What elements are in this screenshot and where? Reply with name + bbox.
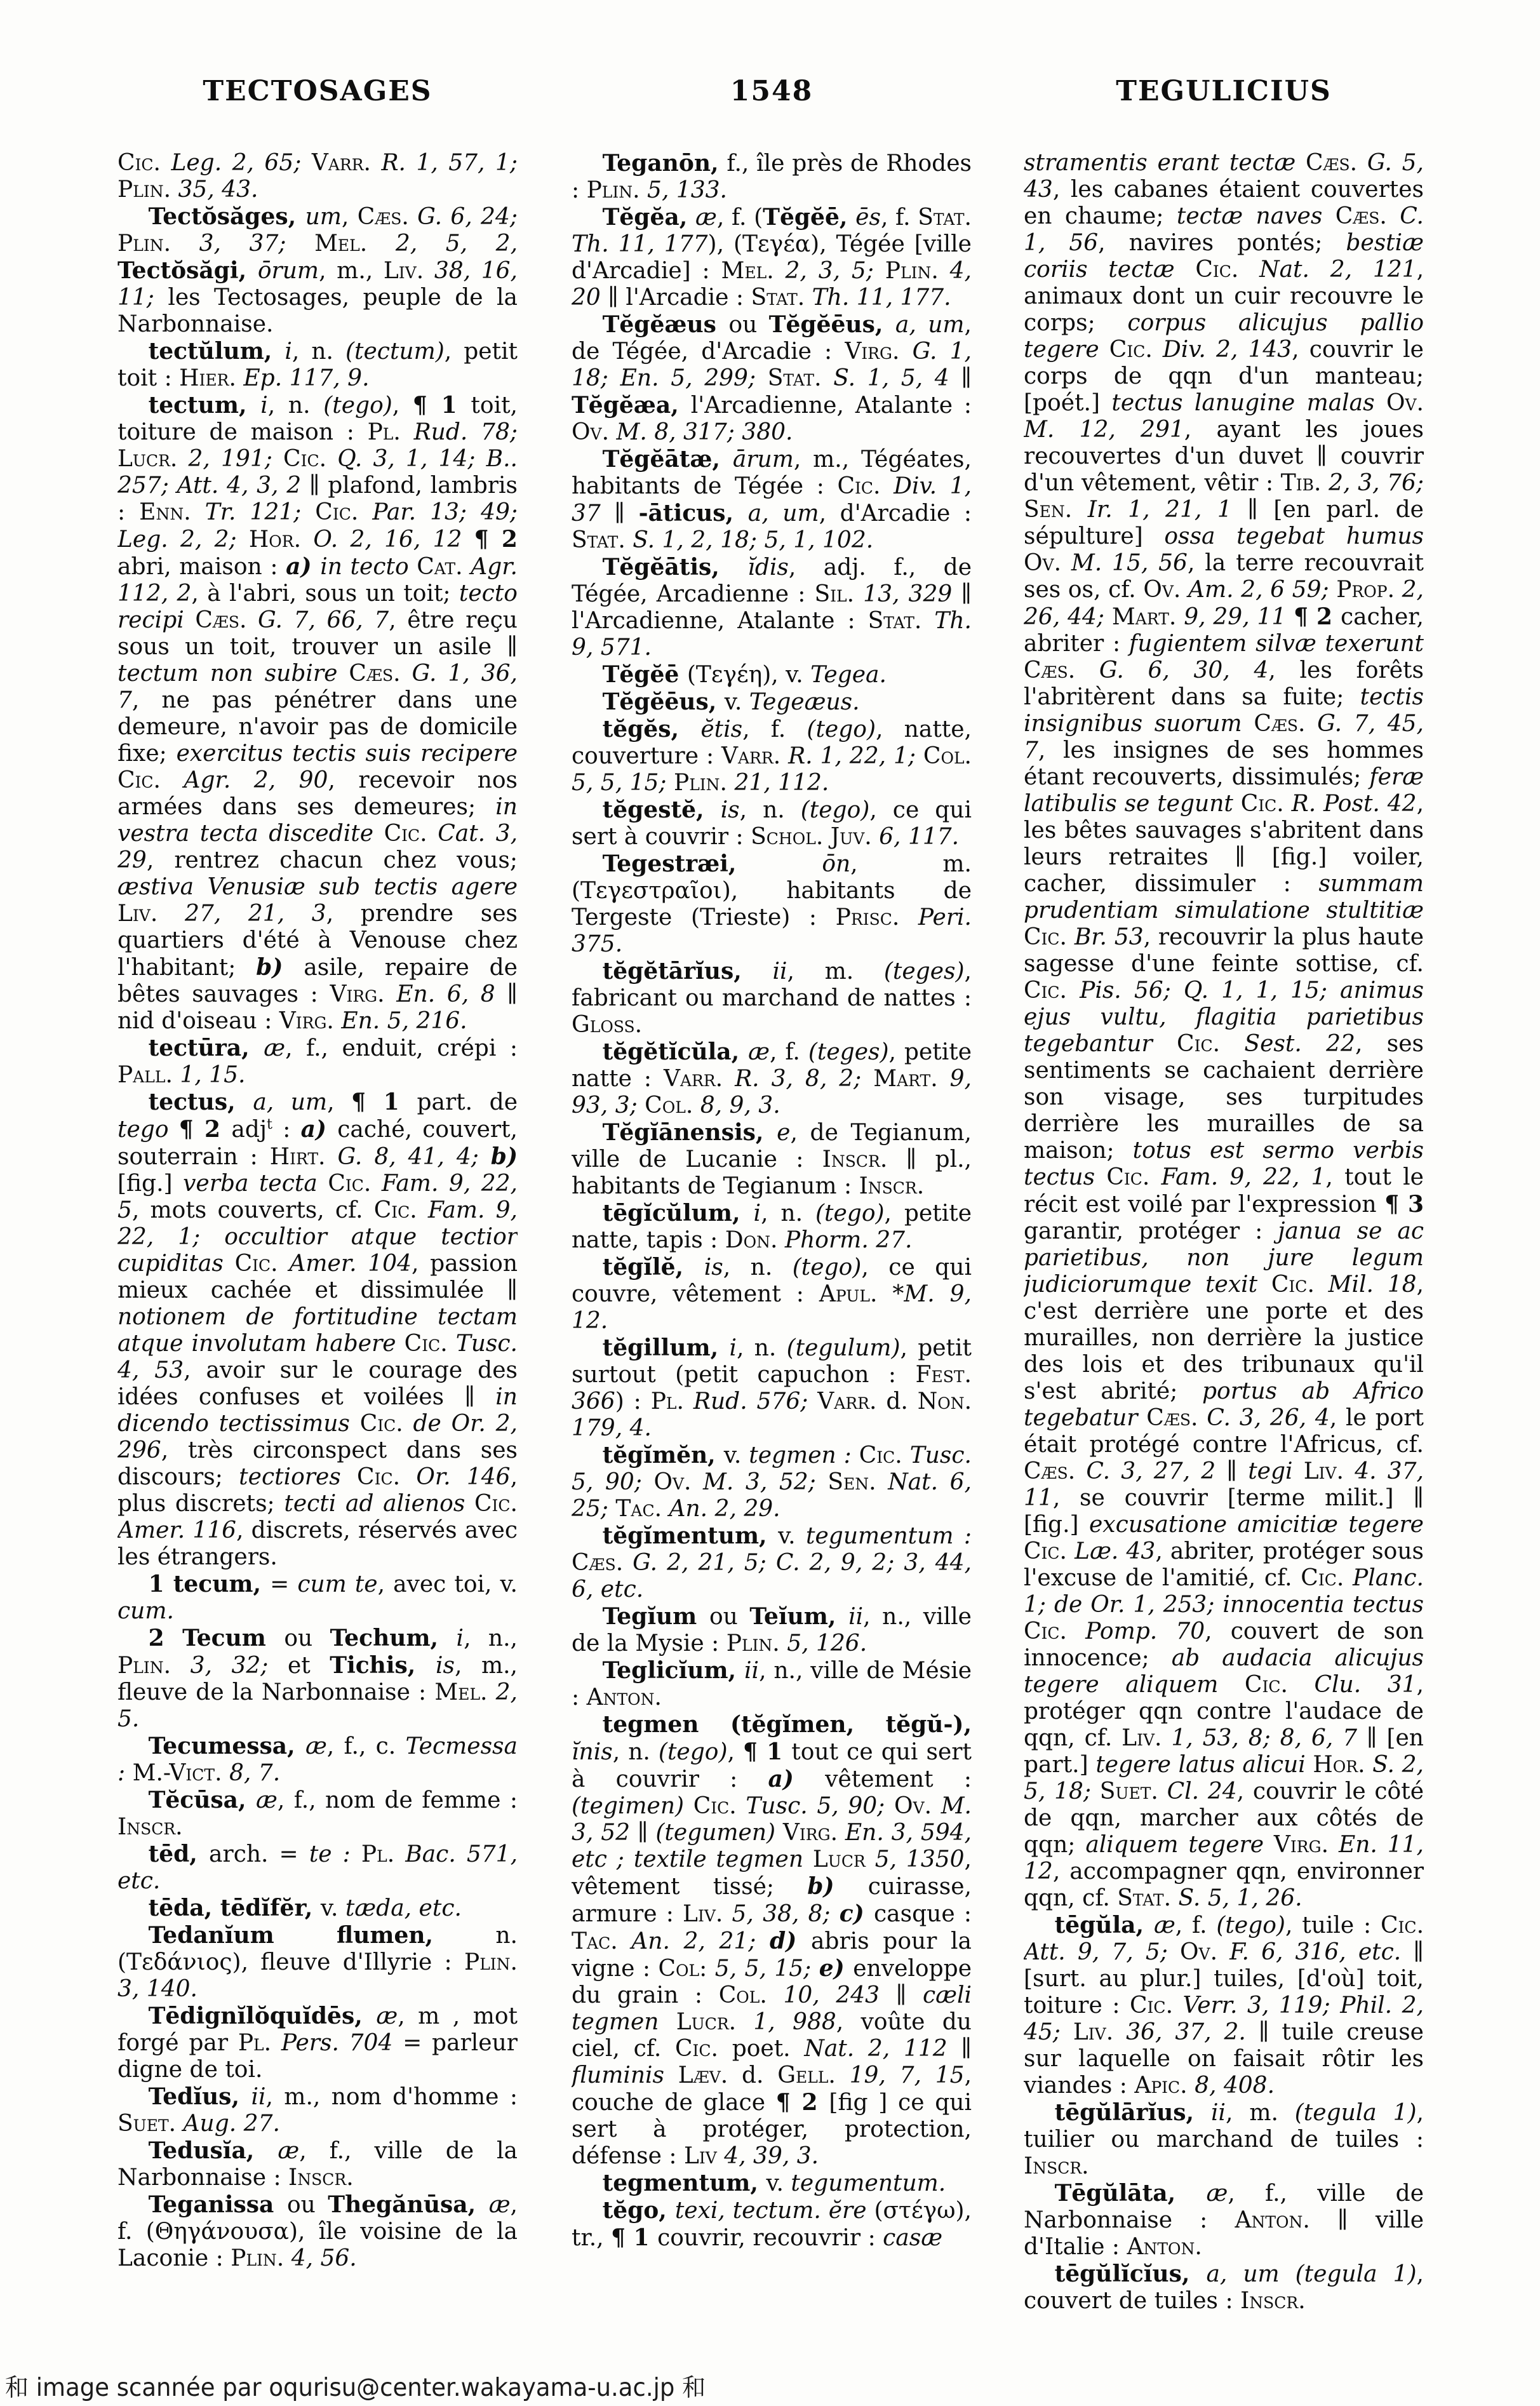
- running-head: [117, 75, 1426, 107]
- dictionary-entry: tēda, tēdĭfĕr, v. tæda, etc.: [148, 1895, 462, 1921]
- dictionary-entry: tĕgestĕ, is, n. (tego), ce qui sert à couvrir : Schol. Juv. 6, 117.: [572, 796, 972, 850]
- dictionary-entry: 1 tecum, = cum te, avec toi, v. cum.: [117, 1571, 518, 1624]
- dictionary-entry: tectūra, æ, f., enduit, crépi : Pall. 1, 15.: [117, 1035, 518, 1088]
- dictionary-entry: Tĕgĕa, æ, f. (Tĕgĕē, ēs, f. Stat. Th. 11, 177), (Τεγέα), Tégée [ville d'Arcadie] : Mel. 2, 3, 5; Plin. 4, 20 ∥ l'Arcadie : Stat. Th. 11, 177.: [572, 204, 972, 311]
- dictionary-entry: tĕgĭmentum, v. tegumentum : Cæs. G. 2, 21, 5; C. 2, 9, 2; 3, 44, 6, etc.: [572, 1522, 972, 1603]
- dictionary-entry: Tedusĭa, æ, f., ville de la Narbonnaise : Inscr.: [117, 2137, 518, 2191]
- dictionary-entry: tĕgo, texi, tectum. ĕre (στέγω), tr., ¶ 1 couvrir, recouvrir : casæ: [572, 2197, 972, 2251]
- page-number: 1548: [730, 75, 814, 107]
- dictionary-entry: Tĕgĕēus, v. Tegeæus.: [602, 689, 860, 715]
- dictionary-entry: 2 Tecum ou Techum, i, n., Plin. 3, 32; et Tichis, is, m., fleuve de la Narbonnaise : Mel. 2, 5.: [117, 1625, 518, 1732]
- text-column-1: [117, 150, 518, 2356]
- dictionary-entry: tĕgĕs, ĕtis, f. (tego), natte, couverture : Varr. R. 1, 22, 1; Col. 5, 5, 15; Plin. 21, 112.: [572, 716, 972, 796]
- text-column-2: [572, 150, 972, 2356]
- dictionary-entry: tĕgĭlĕ, is, n. (tego), ce qui couvre, vêtement : Apul. *M. 9, 12.: [572, 1254, 972, 1334]
- dictionary-entry: tegmen (tĕgĭmen, tĕgŭ-), ĭnis, n. (tego), ¶ 1 tout ce qui sert à couvrir : a) vêtement : (tegimen) Cic. Tusc. 5, 90; Ov. M. 3, 52 ∥ (tegumen) Virg. En. 3, 594, etc ; textile tegmen Lucr 5, 1350, vêtement tissé; b) cuirasse, armure : Liv. 5, 38, 8; c) casque : Tac. An. 2, 21; d) abris pour la vigne : Col: 5, 5, 15; e) enveloppe du grain : Col. 10, 243 ∥ cæli tegmen Lucr. 1, 988, voûte du ciel, cf. Cic. poet. Nat. 2, 112 ∥ fluminis Læv. d. Gell. 19, 7, 15, couche de glace ¶ 2 [fig ] ce qui sert à protéger, protection, défense : Liv 4, 39, 3.: [572, 1711, 972, 2169]
- dictionary-entry: Teganissa ou Thegănūsa, æ, f. (Θηγάνουσα), île voisine de la Laconie : Plin. 4, 56.: [117, 2191, 518, 2271]
- dictionary-entry: tĕgillum, i, n. (tegulum), petit surtout (petit capuchon : Fest. 366) : Pl. Rud. 576; Varr. d. Non. 179, 4.: [572, 1334, 972, 1441]
- dictionary-entry: tēgŭla, æ, f. (tego), tuile : Cic. Att. 9, 7, 5; Ov. F. 6, 316, etc. ∥ [surt. au plur.] tuiles, [d'où] toit, toiture : Cic. Verr. 3, 119; Phil. 2, 45; Liv. 36, 37, 2. ∥ tuile creuse sur laquelle on faisait rôtir les viandes : Apic. 8, 408.: [1024, 1912, 1424, 2099]
- dictionary-entry: Tēdignĭlŏquĭdēs, æ, m , mot forgé par Pl. Pers. 704 = parleur digne de toi.: [117, 2003, 518, 2083]
- dictionary-entry: Teganōn, f., île près de Rhodes : Plin. 5, 133.: [572, 150, 972, 203]
- dictionary-entry: Tegĭum ou Teĭum, ii, n., ville de la Mysie : Plin. 5, 126.: [572, 1603, 972, 1657]
- dictionary-entry: Cic. Leg. 2, 65; Varr. R. 1, 57, 1; Plin. 35, 43.: [117, 150, 518, 203]
- dictionary-entry: tĕgĕtĭcŭla, æ, f. (teges), petite natte : Varr. R. 3, 8, 2; Mart. 9, 93, 3; Col. 8, 9, 3.: [572, 1038, 972, 1119]
- dictionary-entry: Tĕgĕātis, ĭdis, adj. f., de Tégée, Arcadienne : Sil. 13, 329 ∥ l'Arcadienne, Atalante : Stat. Th. 9, 571.: [572, 554, 972, 661]
- dictionary-entry: Tecumessa, æ, f., c. Tecmessa : M.-Vict. 8, 7.: [117, 1733, 518, 1786]
- dictionary-entry: tēd, arch. = te : Pl. Bac. 571, etc.: [117, 1841, 518, 1894]
- dictionary-entry: tectŭlum, i, n. (tectum), petit toit : Hier. Ep. 117, 9.: [117, 338, 518, 391]
- scan-credit-line: 和 image scannée par oqurisu@center.wakayama-u.ac.jp 和: [5, 2373, 706, 2402]
- running-head-left-keyword: TECTOSAGES: [203, 75, 432, 107]
- dictionary-entry: tēgŭlĭcĭus, a, um (tegula 1), couvert de tuiles : Inscr.: [1024, 2261, 1424, 2314]
- dictionary-entry: tĕgĕtārĭus, ii, m. (teges), fabricant ou marchand de nattes : Gloss.: [572, 958, 972, 1038]
- dictionary-entry: Tectŏsăges, um, Cæs. G. 6, 24; Plin. 3, 37; Mel. 2, 5, 2, Tectŏsăgi, ōrum, m., Liv. 38, 16, 11; les Tectosages, peuple de la Narbonnaise.: [117, 203, 518, 337]
- columns: [117, 150, 1426, 2356]
- dictionary-entry: Tĕgĭānensis, e, de Tegianum, ville de Lucanie : Inscr. ∥ pl., habitants de Tegianum : Inscr.: [572, 1119, 972, 1199]
- dictionary-entry: tectus, a, um, ¶ 1 part. de tego ¶ 2 adj$^t$ : a) caché, couvert, souterrain : Hirt. G. 8, 41, 4; b) [fig.] verba tecta Cic. Fam. 9, 22, 5, mots couverts, cf. Cic. Fam. 9, 22, 1; occultior atque tectior cupiditas Cic. Amer. 104, passion mieux cachée et dissimulée ∥ notionem de fortitudine tectam atque involutam habere Cic. Tusc. 4, 53, avoir sur le courage des idées confuses et voilées ∥ in dicendo tectissimus Cic. de Or. 2, 296, très circonspect dans ses discours; tectiores Cic. Or. 146, plus discrets; tecti ad alienos Cic. Amer. 116, discrets, réservés avec les étrangers.: [117, 1089, 518, 1570]
- dictionary-entry: Tĕgĕæus ou Tĕgĕēus, a, um, de Tégée, d'Arcadie : Virg. G. 1, 18; En. 5, 299; Stat. S. 1, 5, 4 ∥ Tĕgĕæa, l'Arcadienne, Atalante : Ov. M. 8, 317; 380.: [572, 311, 972, 445]
- dictionary-entry: tēgĭcŭlum, i, n. (tego), petite natte, tapis : Don. Phorm. 27.: [572, 1200, 972, 1253]
- dictionary-entry: Tegestræi, ōn, m. (Τεγεστραῖοι), habitants de Tergeste (Trieste) : Prisc. Peri. 375.: [572, 850, 972, 957]
- dictionary-entry: Tedanĭum flumen, n. (Τεδάνιος), fleuve d'Illyrie : Plin. 3, 140.: [117, 1922, 518, 2002]
- dictionary-entry: tectum, i, n. (tego), ¶ 1 toit, toiture de maison : Pl. Rud. 78; Lucr. 2, 191; Cic. Q. 3, 1, 14; B.. 257; Att. 4, 3, 2 ∥ plafond, lambris : Enn. Tr. 121; Cic. Par. 13; 49; Leg. 2, 2; Hor. O. 2, 16, 12 ¶ 2 abri, maison : a) in tecto Cat. Agr. 112, 2, à l'abri, sous un toit; tecto recipi Cæs. G. 7, 66, 7, être reçu sous un toit, trouver un asile ∥ tectum non subire Cæs. G. 1, 36, 7, ne pas pénétrer dans une demeure, n'avoir pas de domicile fixe; exercitus tectis suis recipere Cic. Agr. 2, 90, recevoir nos armées dans ses demeures; in vestra tecta discedite Cic. Cat. 3, 29, rentrez chacun chez vous; æstiva Venusiæ sub tectis agere Liv. 27, 21, 3, prendre ses quartiers d'été à Venouse chez l'habitant; b) asile, repaire de bêtes sauvages : Virg. En. 6, 8 ∥ nid d'oiseau : Virg. En. 5, 216.: [117, 392, 518, 1034]
- dictionary-entry: Tēgŭlāta, æ, f., ville de Narbonnaise : Anton. ∥ ville d'Italie : Anton.: [1024, 2180, 1424, 2260]
- dictionary-entry: tĕgĭmĕn, v. tegmen : Cic. Tusc. 5, 90; Ov. M. 3, 52; Sen. Nat. 6, 25; Tac. An. 2, 29.: [572, 1442, 972, 1522]
- dictionary-entry: tegmentum, v. tegumentum.: [602, 2170, 946, 2196]
- dictionary-entry: Tĕgĕātæ, ārum, m., Tégéates, habitants de Tégée : Cic. Div. 1, 37 ∥ -āticus, a, um, d'Arcadie : Stat. S. 1, 2, 18; 5, 1, 102.: [572, 446, 972, 553]
- dictionary-entry: tēgŭlārĭus, ii, m. (tegula 1), tuilier ou marchand de tuiles : Inscr.: [1024, 2099, 1424, 2179]
- text-column-3: [1024, 150, 1424, 2356]
- dictionary-entry: Teglicĭum, ii, n., ville de Mésie : Anton.: [572, 1657, 972, 1710]
- dictionary-entry: Tedĭus, ii, m., nom d'homme : Suet. Aug. 27.: [117, 2083, 518, 2137]
- dictionary-entry: Tĕcūsa, æ, f., nom de femme : Inscr.: [117, 1787, 518, 1840]
- dictionary-entry: Tĕgĕē (Τεγέη), v. Tegea.: [602, 661, 887, 688]
- dictionary-entry: stramentis erant tectæ Cæs. G. 5, 43, les cabanes étaient couvertes en chaume; tectæ naves Cæs. C. 1, 56, navires pontés; bestiæ coriis tectæ Cic. Nat. 2, 121, animaux dont un cuir recouvre le corps; corpus alicujus pallio tegere Cic. Div. 2, 143, couvrir le corps de qqn d'un manteau; [poét.] tectus lanugine malas Ov. M. 12, 291, ayant les joues recouvertes d'un duvet ∥ couvrir d'un vêtement, vêtir : Tib. 2, 3, 76; Sen. Ir. 1, 21, 1 ∥ [en parl. de sépulture] ossa tegebat humus Ov. M. 15, 56, la terre recouvrait ses os, cf. Ov. Am. 2, 6 59; Prop. 2, 26, 44; Mart. 9, 29, 11 ¶ 2 cacher, abriter : fugientem silvæ texerunt Cæs. G. 6, 30, 4, les forêts l'abritèrent dans sa fuite; tectis insignibus suorum Cæs. G. 7, 45, 7, les insignes de ses hommes étant recouverts, dissimulés; feræ latibulis se tegunt Cic. R. Post. 42, les bêtes sauvages s'abritent dans leurs retraites ∥ [fig.] voiler, cacher, dissimuler : summam prudentiam simulatione stultitiæ Cic. Br. 53, recouvrir la plus haute sagesse d'une feinte sottise, cf. Cic. Pis. 56; Q. 1, 1, 15; animus ejus vultu, flagitia parietibus tegebantur Cic. Sest. 22, ses sentiments se cachaient derrière son visage, ses turpitudes derrière les murailles de sa maison; totus est sermo verbis tectus Cic. Fam. 9, 22, 1, tout le récit est voilé par l'expression ¶ 3 garantir, protéger : janua se ac parietibus, non jure legum judiciorumque texit Cic. Mil. 18, c'est derrière une porte et des murailles, non derrière la justice des lois et des tribunaux qu'il s'est abrité; portus ab Africo tegebatur Cæs. C. 3, 26, 4, le port était protégé contre l'Africus, cf. Cæs. C. 3, 27, 2 ∥ tegi Liv. 4. 37, 11, se couvrir [terme milit.] ∥ [fig.] excusatione amicitiæ tegere Cic. Læ. 43, abriter, protéger sous l'excuse de l'amitié, cf. Cic. Planc. 1; de Or. 1, 253; innocentia tectus Cic. Pomp. 70, couvert de son innocence; ab audacia alicujus tegere aliquem Cic. Clu. 31, protéger qqn contre l'audace de qqn, cf. Liv. 1, 53, 8; 8, 6, 7 ∥ [en part.] tegere latus alicui Hor. S. 2, 5, 18; Suet. Cl. 24, couvrir le côté de qqn, marcher aux côtés de qqn; aliquem tegere Virg. En. 11, 12, accompagner qqn, environner qqn, cf. Stat. S. 5, 1, 26.: [1024, 150, 1424, 1911]
- running-head-right-keyword: TEGULICIUS: [1116, 75, 1332, 107]
